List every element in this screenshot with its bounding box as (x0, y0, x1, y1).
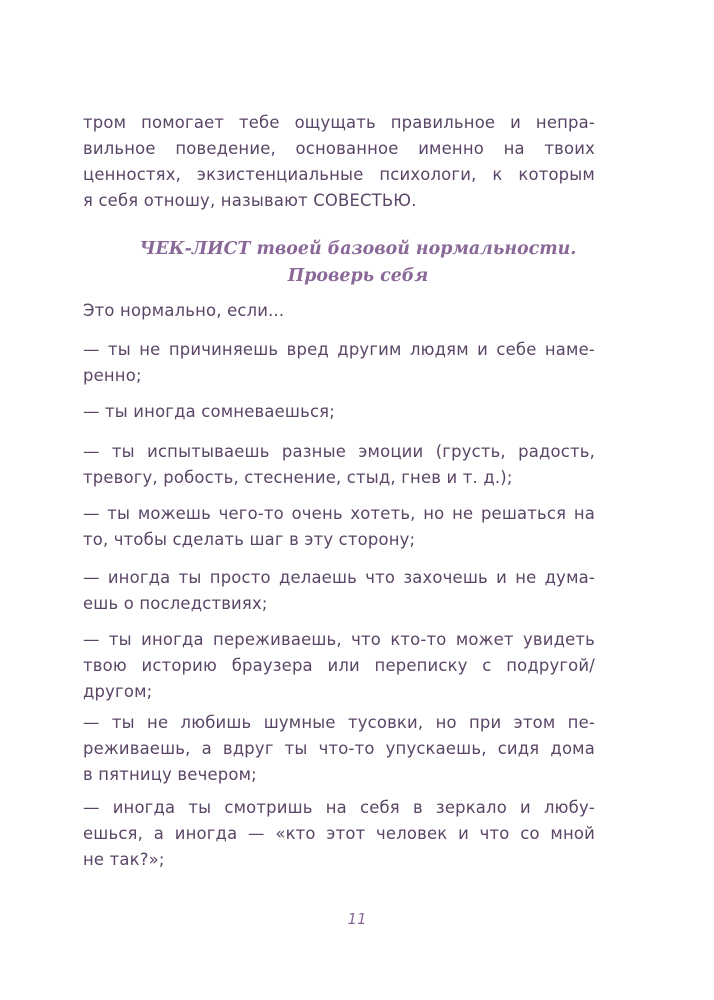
item-line: ешь о последствиях; (83, 594, 268, 613)
checklist-item (83, 439, 595, 491)
item-line: — ты не любишь шумные тусовки, но при этом пе- (83, 713, 595, 732)
checklist-item (83, 399, 595, 425)
item-line: не так?»; (83, 850, 165, 869)
item-line: — иногда ты смотришь на себя в зеркало и любу- (83, 798, 595, 817)
lead-text: Это нормально, если... (83, 301, 285, 320)
item-line: то, чтобы сделать шаг в эту сторону; (83, 530, 416, 549)
item-line: — ты можешь чего-то очень хотеть, но не решаться на (83, 504, 595, 523)
intro-line: я себя отношу, называют СОВЕСТЬЮ. (83, 191, 417, 210)
item-line: — ты не причиняешь вред другим людям и себе наме- (83, 340, 595, 359)
checklist-item (83, 501, 595, 553)
intro-line: тром помогает тебе ощущать правильное и непра- (83, 113, 595, 132)
checklist-item (83, 627, 595, 705)
checklist-item (83, 795, 595, 873)
item-line: — ты иногда сомневаешься; (83, 402, 335, 421)
page-number: 11 (347, 910, 367, 928)
item-line: в пятницу вечером; (83, 765, 257, 784)
item-line: — ты испытываешь разные эмоции (грусть, радость, (83, 442, 595, 461)
item-line: ренно; (83, 366, 142, 385)
intro-paragraph (83, 110, 595, 214)
item-line: тревогу, робость, стеснение, стыд, гнев и т. д.); (83, 468, 513, 487)
item-line: ешься, а иногда — «кто этот человек и что со мной (83, 824, 595, 843)
heading-line: ЧЕК-ЛИСТ твоей базовой нормальности. (139, 239, 577, 259)
intro-line: вильное поведение, основанное именно на твоих (83, 139, 595, 158)
checklist-item (83, 565, 595, 617)
item-line: — иногда ты просто делаешь что захочешь и не дума- (83, 568, 595, 587)
item-line: — ты иногда переживаешь, что кто-то может увидеть (83, 630, 595, 649)
lead-paragraph (83, 298, 595, 324)
item-line: твою историю браузера или переписку с подругой/ (83, 656, 595, 675)
heading-line: Проверь себя (287, 266, 429, 286)
checklist-heading (83, 236, 633, 290)
item-line: другом; (83, 682, 153, 701)
item-line: реживаешь, а вдруг ты что-то упускаешь, сидя дома (83, 739, 595, 758)
checklist-item (83, 710, 595, 788)
intro-line: ценностях, экзистенциальные психологи, к которым (83, 165, 595, 184)
checklist-item (83, 337, 595, 389)
